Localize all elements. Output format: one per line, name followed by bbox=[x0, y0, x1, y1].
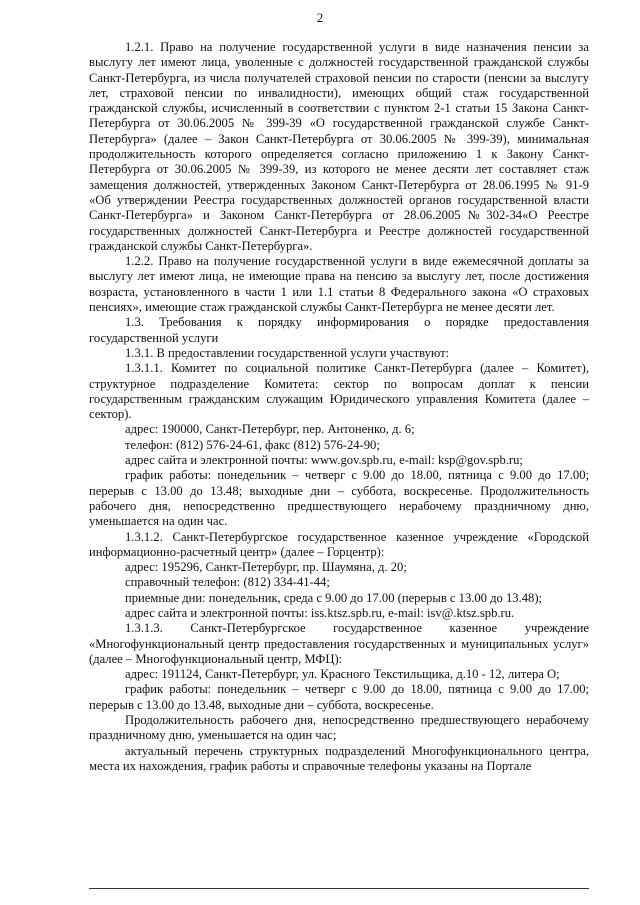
committee-phone: телефон: (812) 576-24-61, факс (812) 576-24-90; bbox=[125, 437, 380, 452]
paragraph-1-3-1-3: 1.3.1.3. Санкт-Петербургское государственное казенное учреждение «Многофункциональный центр предоставления государственных и муниципальных услуг» (далее – Многофункциональный центр, МФЦ): bbox=[89, 621, 589, 666]
mfc-units-list: актуальный перечень структурных подразделений Многофункционального центра, места их нахождения, график работы и справочные телефоны указаны на Портале bbox=[89, 743, 589, 773]
paragraph-1-2-2: 1.2.2. Право на получение государственной услуги в виде ежемесячной доплаты за выслугу лет имеют лица, не имеющие права на пенсию за выслугу лет, после достижения возраста, установленного в части 1 или 1.1 статьи 8 Федерального закона «О страховых пенсиях», имеющие стаж гражданской службы Санкт-Петербурга не менее десяти лет. bbox=[89, 254, 589, 315]
mfc-workday-note: Продолжительность рабочего дня, непосредственно предшествующего нерабочему праздничному дню, уменьшается на один час; bbox=[89, 713, 589, 743]
gorcentr-phone: справочный телефон: (812) 334-41-44; bbox=[125, 575, 330, 590]
gorcentr-reception-days: приемные дни: понедельник, среда с 9.00 до 17.00 (перерыв с 13.00 до 13.48); bbox=[125, 590, 543, 605]
committee-site-email: адрес сайта и электронной почты: www.gov.spb.ru, e-mail: ksp@gov.spb.ru; bbox=[125, 453, 523, 468]
paragraph-1-3-heading: 1.3. Требования к порядку информирования о порядке предоставления государственной услуги bbox=[89, 315, 589, 345]
paragraph-1-2-1: 1.2.1. Право на получение государственной услуги в виде назначения пенсии за выслугу лет имеют лица, уволенные с должностей государственной гражданской службы Санкт-Петербурга, из числа получателей страховой пенсии по старости (пенсии за выслугу лет, страховой пенсии по инвалидности), имеющих общий стаж государственной гражданской службы, исчисленный в соответствии с пунктом 2-1 статьи 15 Закона Санкт-Петербурга от 30.06.2005 № 399-39 «О государственной гражданской службе Санкт-Петербурга» (далее – Закон Санкт-Петербурга от 30.06.2005 № 399-39), минимальная продолжительность которого определяется согласно приложению 1 к Закону Санкт-Петербурга от 30.06.2005 № 399-39, из которого не менее десяти лет составляет стаж замещения должностей, утвержденных Законом Санкт-Петербурга от 28.06.1995 № 91-9 «Об утверждении Реестра государственных должностей органов государственной власти Санкт-Петербурга» и Законом Санкт-Петербурга от 28.06.2005№302-34«О Реестре государственных должностей Санкт-Петербурга и Реестре должностей государственной гражданской службы Санкт-Петербурга». bbox=[89, 40, 589, 253]
mfc-schedule: график работы: понедельник – четверг с 9.00 до 18.00, пятница с 9.00 до 17.00; перерыв с 13.00 до 13.48, выходные дни – суббота, воскресенье. bbox=[89, 682, 589, 712]
committee-address: адрес: 190000, Санкт-Петербург, пер. Антоненко, д. 6; bbox=[125, 422, 415, 437]
paragraph-1-3-1-2: 1.3.1.2. Санкт-Петербургское государственное казенное учреждение «Городской информационно-расчетный центр» (далее – Горцентр): bbox=[89, 529, 589, 559]
document-body bbox=[89, 40, 589, 774]
footer-divider bbox=[89, 888, 589, 889]
gorcentr-site-email: адрес сайта и электронной почты: iss.ktsz.spb.ru, e-mail: isv@.ktsz.spb.ru. bbox=[125, 605, 515, 620]
paragraph-1-3-1: 1.3.1. В предоставлении государственной услуги участвуют: bbox=[125, 345, 450, 360]
paragraph-1-3-1-1: 1.3.1.1. Комитет по социальной политике Санкт-Петербурга (далее – Комитет), структурное подразделение Комитета: сектор по вопросам доплат к пенсии государственным гражданским служащим Юридического управления Комитета (далее – сектор). bbox=[89, 361, 589, 422]
committee-schedule: график работы: понедельник – четверг с 9.00 до 18.00, пятница с 9.00 до 17.00; перерыв с 13.00 до 13.48; выходные дни – суббота, воскресенье. Продолжительность рабочего дня, непосредственно предшествующего нерабочему праздничному дню, уменьшается на один час. bbox=[89, 468, 589, 529]
page-number: 2 bbox=[316, 10, 324, 25]
gorcentr-address: адрес: 195296, Санкт-Петербург, пр. Шаумяна, д. 20; bbox=[125, 560, 407, 575]
mfc-address: адрес: 191124, Санкт-Петербург, ул. Красного Текстильщика, д.10 - 12, литера О; bbox=[125, 667, 560, 682]
